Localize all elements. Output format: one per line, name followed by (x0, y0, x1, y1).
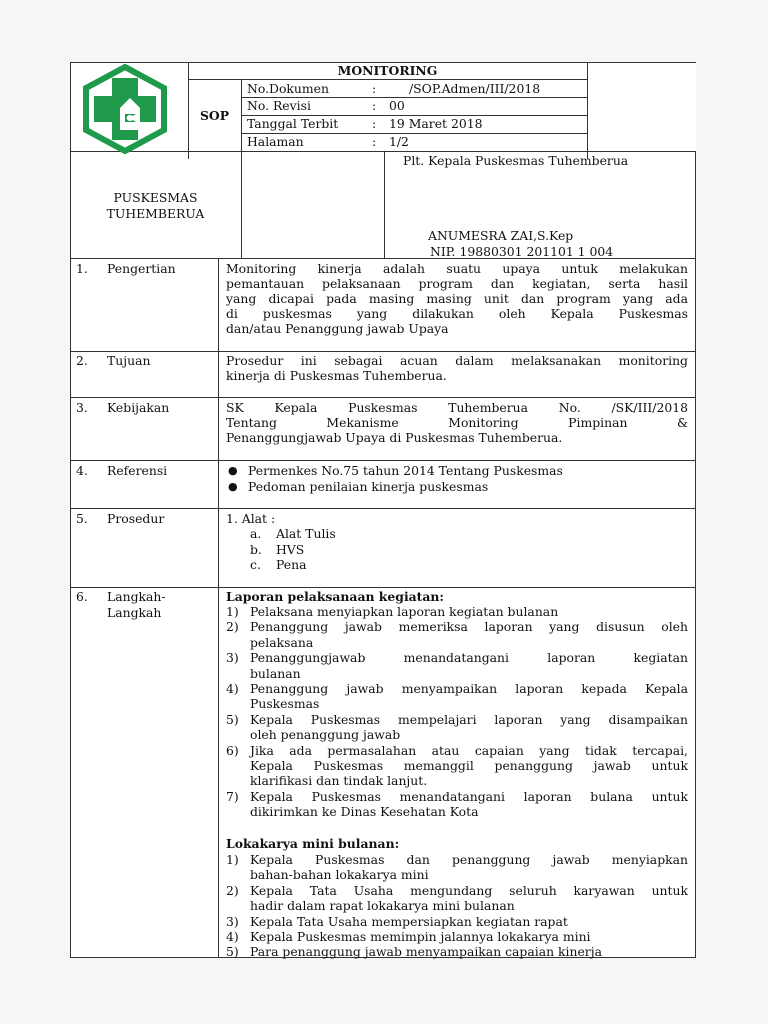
row-sep-3 (70, 460, 696, 461)
laporan-step-text: Kepala Puskesmas memanggil penanggung jawab untuk (250, 758, 688, 773)
tujuan-line-1: Prosedur ini sebagai acuan dalam melaksanakan monitoring (226, 353, 688, 368)
col-sep (218, 258, 219, 958)
section-num-1: 1. (76, 261, 88, 276)
laporan-step-number: 3) (226, 650, 239, 666)
signer-title: Plt. Kepala Puskesmas Tuhemberua (403, 153, 629, 168)
section-title-6: Langkah- (107, 589, 166, 604)
section-title-5: Prosedur (107, 511, 165, 526)
section-title-1: Pengertian (107, 261, 176, 276)
signer-right (695, 151, 696, 258)
referensi-item-2: Pedoman penilaian kinerja puskesmas (248, 479, 489, 494)
alat-marker-c: c. (250, 557, 261, 572)
signer-name: ANUMESRA ZAI,S.Kep (428, 228, 574, 243)
org-name-line1: PUSKESMAS (113, 190, 198, 205)
laporan-step-text: Pelaksana menyiapkan laporan kegiatan bulanan (250, 604, 559, 619)
pengertian-line-2: pemantauan pelaksanaan program dan kegiatan, serta hasil (226, 276, 688, 291)
meta-label-revisi: No. Revisi (247, 98, 311, 113)
kebijakan-line-2: Tentang Mekanisme Monitoring Pimpinan & (226, 415, 688, 430)
laporan-step-text: Puskesmas (250, 696, 320, 712)
alat-marker-b: b. (250, 542, 262, 557)
sop-label: SOP (199, 108, 230, 123)
laporan-step-number: 4) (226, 681, 239, 696)
section-num-2: 2. (76, 353, 88, 368)
signer-nip: NIP. 19880301 201101 1 004 (430, 244, 614, 259)
meta-label-dokumen: No.Dokumen (247, 81, 329, 96)
laporan-step-number: 6) (226, 742, 239, 758)
meta-sep-tanggal: : (372, 116, 377, 131)
meta-sep-halaman: : (372, 134, 377, 149)
meta-value-dokumen: /SOP.Admen/III/2018 (409, 81, 541, 96)
section-title-4: Referensi (107, 463, 168, 478)
lokakarya-step-text: hadir dalam rapat lokakarya mini bulanan (250, 898, 515, 914)
laporan-step-text: Kepala Puskesmas mempelajari laporan yang disampaikan (250, 711, 688, 727)
laporan-step-text: Penanggung jawab menyampaikan laporan kepada Kepala (250, 681, 688, 696)
section-num-6: 6. (76, 589, 88, 604)
laporan-step-text: pelaksana (250, 634, 314, 650)
meta-value-tanggal: 19 Maret 2018 (389, 116, 483, 131)
lokakarya-step-text: Kepala Tata Usaha mengundang seluruh karyawan untuk (250, 882, 688, 898)
lokakarya-step-number: 5) (226, 944, 239, 960)
alat-marker-a: a. (250, 526, 262, 541)
title-underline (188, 79, 587, 80)
meta-sep-dokumen: : (372, 81, 377, 96)
laporan-step-text: Jika ada permasalahan atau capaian yang tidak tercapai, (250, 742, 688, 758)
document-title: MONITORING (337, 63, 438, 78)
laporan-step-text: Kepala Puskesmas menandatangani laporan bulana untuk (250, 788, 688, 804)
laporan-step-number: 2) (226, 619, 239, 635)
section-title-2: Tujuan (107, 353, 151, 368)
section-num-5: 5. (76, 511, 88, 526)
lokakarya-step-text: bahan-bahan lokakarya mini (250, 867, 429, 883)
laporan-step-text: Penanggungjawab menandatangani laporan kegiatan (250, 650, 688, 666)
puskesmas-logo-icon (80, 64, 170, 154)
bullet-icon: ● (228, 464, 238, 477)
lokakarya-step-text: Kepala Tata Usaha mempersiapkan kegiatan rapat (250, 913, 568, 929)
kebijakan-line-3: Penanggungjawab Upaya di Puskesmas Tuhemberua. (226, 430, 563, 445)
header-vline-right (587, 62, 588, 159)
laporan-step-text: klarifikasi dan tindak lanjut. (250, 773, 428, 789)
alat-label: 1. Alat : (226, 511, 276, 526)
signer-vline (384, 151, 385, 258)
lokakarya-step-number: 4) (226, 929, 239, 944)
laporan-step-number: 5) (226, 711, 239, 727)
meta-label-halaman: Halaman (247, 134, 304, 149)
lokakarya-step-text: Para penanggung jawab menyampaikan capaian kinerja (250, 944, 602, 960)
meta-label-tanggal: Tanggal Terbit (247, 116, 339, 131)
org-name-line2: TUHEMBERUA (106, 206, 205, 221)
laporan-step-text: dikirimkan ke Dinas Kesehatan Kota (250, 804, 479, 820)
pengertian-line-5: dan/atau Penanggung jawab Upaya (226, 321, 449, 336)
row-sep-1 (70, 351, 696, 352)
lokakarya-step-text: Kepala Puskesmas memimpin jalannya lokakarya mini (250, 929, 591, 944)
laporan-step-number: 1) (226, 604, 239, 619)
lokakarya-step-text: Kepala Puskesmas dan penanggung jawab menyiapkan (250, 852, 688, 867)
section-num-3: 3. (76, 400, 88, 415)
row-sep-2 (70, 397, 696, 398)
section-title-3: Kebijakan (107, 400, 170, 415)
pengertian-line-3: yang dicapai pada masing masing unit dan program yang ada (226, 291, 688, 306)
alat-item-c: Pena (276, 557, 307, 572)
kebijakan-line-1: SK Kepala Puskesmas Tuhemberua No. /SK/III/2018 (226, 400, 688, 415)
laporan-step-text: Penanggung jawab memeriksa laporan yang disusun oleh (250, 619, 688, 635)
laporan-heading: Laporan pelaksanaan kegiatan: (226, 589, 445, 604)
pengertian-line-1: Monitoring kinerja adalah suatu upaya untuk melakukan (226, 261, 688, 276)
meta-value-revisi: 00 (389, 98, 405, 113)
meta-sep-revisi: : (372, 98, 377, 113)
referensi-item-1: Permenkes No.75 tahun 2014 Tentang Puskesmas (248, 463, 563, 478)
section-num-4: 4. (76, 463, 88, 478)
section-title-6-line2: Langkah (107, 605, 162, 620)
lokakarya-step-number: 2) (226, 882, 239, 898)
lokakarya-step-number: 1) (226, 852, 239, 867)
lokakarya-step-number: 3) (226, 913, 239, 929)
row-sep-5 (70, 587, 696, 588)
pengertian-line-4: di puskesmas yang dilakukan oleh Kepala Puskesmas (226, 306, 688, 321)
lokakarya-heading: Lokakarya mini bulanan: (226, 836, 400, 851)
frame-right (695, 258, 696, 958)
header-vline-2 (241, 79, 242, 258)
row-sep-4 (70, 508, 696, 509)
laporan-step-text: bulanan (250, 665, 301, 681)
laporan-step-text: oleh penanggung jawab (250, 727, 401, 743)
bullet-icon: ● (228, 480, 238, 493)
alat-item-b: HVS (276, 542, 305, 557)
tujuan-line-2: kinerja di Puskesmas Tuhemberua. (226, 368, 447, 383)
alat-item-a: Alat Tulis (276, 526, 336, 541)
laporan-step-number: 7) (226, 788, 239, 804)
meta-value-halaman: 1/2 (389, 134, 409, 149)
